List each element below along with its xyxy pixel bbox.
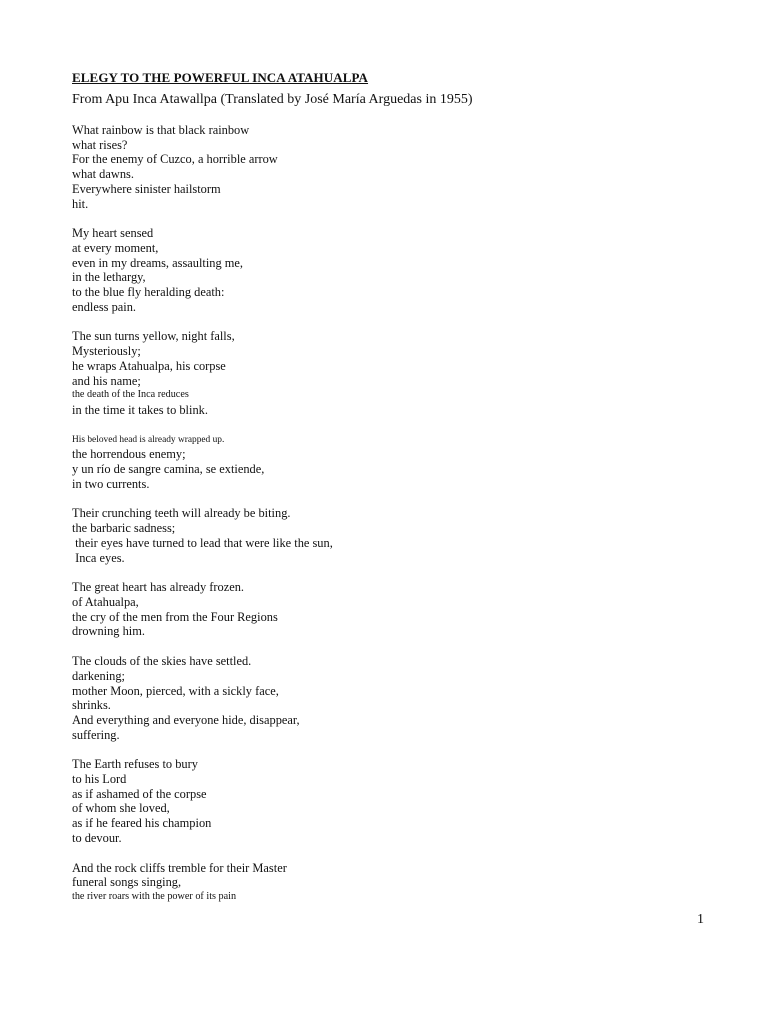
poem-line: For the enemy of Cuzco, a horrible arrow	[72, 152, 278, 167]
stanza-5	[72, 506, 712, 565]
stanza-3	[72, 329, 712, 417]
poem-line: he wraps Atahualpa, his corpse	[72, 358, 226, 373]
poem-line: The clouds of the skies have settled.	[72, 654, 252, 669]
stanza-7	[72, 654, 712, 742]
stanza-2	[72, 226, 712, 314]
poem-line: My heart sensed	[72, 226, 154, 241]
poem-line: what rises?	[72, 137, 128, 152]
poem-line: drowning him.	[72, 624, 145, 639]
document-page	[72, 70, 712, 920]
poem-line: even in my dreams, assaulting me,	[72, 255, 244, 270]
poem-line: His beloved head is already wrapped up.	[72, 434, 225, 445]
poem-line: suffering.	[72, 727, 120, 742]
poem-line: the death of the Inca reduces	[72, 389, 189, 401]
poem-line: funeral songs singing,	[72, 875, 182, 890]
poem-line: what dawns.	[72, 167, 134, 182]
poem-line: as if he feared his champion	[72, 816, 212, 831]
poem-line: Inca eyes.	[72, 550, 125, 565]
poem-line: and his name;	[72, 373, 141, 388]
stanza-9	[72, 861, 712, 905]
poem-line: of Atahualpa,	[72, 594, 139, 609]
poem-line: in two currents.	[72, 476, 150, 491]
stanza-6	[72, 580, 712, 639]
poem-line: their eyes have turned to lead that were like the sun,	[72, 535, 333, 550]
poem-line: to the blue fly heralding death:	[72, 285, 225, 300]
poem-line: The sun turns yellow, night falls,	[72, 329, 235, 344]
poem-line: the river roars with the power of its pain	[72, 890, 237, 902]
poem-line: Their crunching teeth will already be biting.	[72, 506, 291, 521]
stanza-1	[72, 123, 712, 211]
poem-line: endless pain.	[72, 299, 137, 314]
poem-line: the cry of the men from the Four Regions	[72, 609, 278, 624]
poem-line: Mysteriously;	[72, 344, 141, 359]
stanza-8	[72, 757, 712, 845]
poem-line: hit.	[72, 196, 89, 211]
poem-line: in the lethargy,	[72, 270, 146, 285]
poem-line: And everything and everyone hide, disappear,	[72, 712, 300, 727]
poem-line: The Earth refuses to bury	[72, 757, 198, 772]
poem-line: y un río de sangre camina, se extiende,	[72, 462, 265, 477]
stanza-4	[72, 433, 712, 492]
poem-line: darkening;	[72, 668, 125, 683]
poem-line: shrinks.	[72, 698, 111, 713]
poem-line: in the time it takes to blink.	[72, 402, 208, 417]
poem-line: mother Moon, pierced, with a sickly face,	[72, 683, 279, 698]
document-title: ELEGY TO THE POWERFUL INCA ATAHUALPA	[72, 70, 369, 85]
document-subtitle: From Apu Inca Atawallpa (Translated by José María Arguedas in 1955)	[72, 92, 473, 107]
poem-line: And the rock cliffs tremble for their Master	[72, 860, 287, 875]
poem-line: as if ashamed of the corpse	[72, 786, 207, 801]
poem-line: the barbaric sadness;	[72, 521, 176, 536]
poem-line: to devour.	[72, 830, 122, 845]
poem-line: to his Lord	[72, 772, 127, 787]
poem-line: Everywhere sinister hailstorm	[72, 181, 221, 196]
poem-line: of whom she loved,	[72, 801, 170, 816]
poem-line: the horrendous enemy;	[72, 447, 186, 462]
page-number: 1	[697, 912, 704, 927]
poem-line: What rainbow is that black rainbow	[72, 123, 250, 137]
poem-line: at every moment,	[72, 240, 159, 255]
poem-line: The great heart has already frozen.	[72, 580, 244, 595]
